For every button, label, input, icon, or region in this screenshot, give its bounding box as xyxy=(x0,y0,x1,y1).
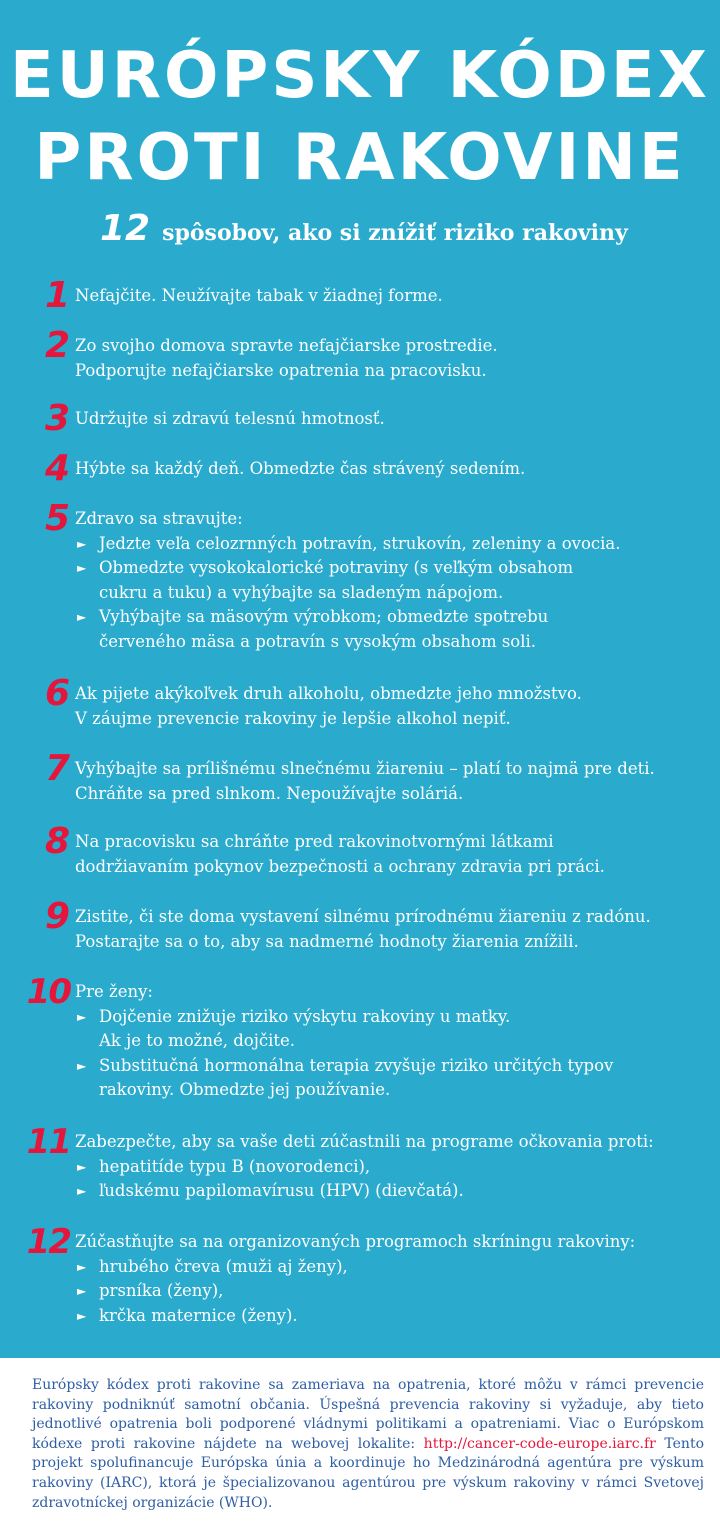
footer-text-1: Európsky kódex proti rakovine sa zameriava na opatrenia, ktoré môžu v rámci prevencie rakoviny podniknúť samotní občania. Úspešná prevencia rakoviny si vyžaduje, aby tieto jednotlivé opatrenia boli podporené vládnymi politikami a opatreniami. Viac o Európskom kódexe proti rakovine nájdete na webovej lokalite: xyxy=(32,1377,704,1452)
item-number: 3 xyxy=(44,398,70,439)
title-line-2: PROTI RAKOVINE xyxy=(34,121,686,195)
footer-note xyxy=(32,1376,704,1513)
subtitle-text: spôsobov, ako si znížiť riziko rakoviny xyxy=(162,220,628,246)
item-number: 7 xyxy=(44,748,70,789)
item-text-line: V záujme prevencie rakoviny je lepšie alkohol nepiť. xyxy=(75,708,511,728)
bullet-text-line: ľudskému papilomavírusu (HPV) (dievčatá). xyxy=(99,1181,464,1200)
subtitle xyxy=(100,208,700,249)
bullet-item xyxy=(75,605,715,654)
item-text-line: Podporujte nefajčiarske opatrenia na pracovisku. xyxy=(75,360,487,380)
item-text-line: dodržiavaním pokynov bezpečnosti a ochrany zdravia pri práci. xyxy=(75,856,605,876)
arrow-bullet-icon: ► xyxy=(77,1009,87,1024)
item-body xyxy=(75,830,715,879)
bullet-item xyxy=(75,1279,715,1304)
bullet-item xyxy=(75,1155,715,1180)
footer-text-2: Tento projekt spolufinancuje Európska únia a koordinuje ho Medzinárodná agentúra pre výskum rakoviny (IARC), ktorá je špecializovanou agentúrou pre výskum rakoviny v rámci Svetovej zdravotníckej organizácie (WHO). xyxy=(32,1435,705,1511)
item-text-line: Postarajte sa o to, aby sa nadmerné hodnoty žiarenia znížili. xyxy=(75,931,579,951)
item-text-line: Zabezpečte, aby sa vaše deti zúčastnili na programe očkovania proti: xyxy=(75,1132,654,1151)
item-body xyxy=(75,980,715,1103)
arrow-bullet-icon: ► xyxy=(77,1058,87,1073)
item-body xyxy=(75,507,715,654)
bullet-text-line: hepatitíde typu B (novorodenci), xyxy=(99,1156,371,1176)
item-number: 1 xyxy=(44,275,70,316)
bullet-text-line: hrubého čreva (muži aj ženy), xyxy=(99,1256,348,1276)
item-body xyxy=(75,284,715,309)
arrow-bullet-icon: ► xyxy=(77,1284,87,1298)
bullet-item xyxy=(75,1179,715,1204)
item-text-line: Zistite, či ste doma vystavení silnému prírodnému žiareniu z radónu. xyxy=(75,907,651,926)
item-text-line: Vyhýbajte sa prílišnému slnečnému žiareniu – platí to najmä pre deti. xyxy=(75,759,655,778)
item-body xyxy=(75,905,715,954)
item-text-line: Pre ženy: xyxy=(75,982,153,1001)
item-number: 6 xyxy=(44,673,70,714)
item-text-line: Chráňte sa pred slnkom. Nepoužívajte soláriá. xyxy=(75,783,464,803)
item-text-line: Zdravo sa stravujte: xyxy=(75,509,243,528)
bullet-text-line: červeného mäsa a potravín s vysokým obsahom soli. xyxy=(99,631,537,651)
item-body xyxy=(75,1230,715,1328)
item-number: 8 xyxy=(44,821,70,862)
arrow-bullet-icon: ► xyxy=(77,536,87,551)
bullet-item xyxy=(75,1054,715,1103)
subtitle-number: 12 xyxy=(100,208,151,249)
item-number: 11 xyxy=(26,1122,70,1162)
bullet-text-line: cukru a tuku) a vyhýbajte sa sladeným nápojom. xyxy=(99,582,504,602)
item-number: 2 xyxy=(44,325,70,366)
item-body xyxy=(75,407,715,432)
item-number: 10 xyxy=(26,972,70,1012)
item-text-line: Nefajčite. Neužívajte tabak v žiadnej forme. xyxy=(75,286,443,305)
arrow-bullet-icon: ► xyxy=(77,1308,87,1323)
item-body xyxy=(75,682,715,731)
item-text-line: Zúčastňujte sa na organizovaných programoch skríningu rakoviny: xyxy=(75,1232,636,1251)
item-text-line: Na pracovisku sa chráňte pred rakovinotvornými látkami xyxy=(75,832,554,851)
item-body xyxy=(75,757,715,806)
bullet-item xyxy=(75,1304,715,1329)
item-number: 12 xyxy=(26,1222,70,1262)
bullet-text-line: Dojčenie znižuje riziko výskytu rakoviny u matky. xyxy=(99,1006,511,1026)
item-text-line: Zo svojho domova spravte nefajčiarske prostredie. xyxy=(75,336,498,355)
bullet-text-line: Jedzte veľa celozrnných potravín, strukovín, zeleniny a ovocia. xyxy=(99,533,621,553)
item-body xyxy=(75,1130,715,1204)
arrow-bullet-icon: ► xyxy=(77,610,87,624)
bullet-text-line: rakoviny. Obmedzte jej používanie. xyxy=(99,1080,391,1099)
bullet-text-line: Substitučná hormonálna terapia zvyšuje riziko určitých typov xyxy=(99,1055,614,1075)
bullet-text-line: Obmedzte vysokokalorické potraviny (s veľkým obsahom xyxy=(99,558,574,577)
arrow-bullet-icon: ► xyxy=(77,1159,87,1174)
arrow-bullet-icon: ► xyxy=(77,561,87,575)
item-text-line: Hýbte sa každý deň. Obmedzte čas strávený sedením. xyxy=(75,459,526,478)
bullet-item xyxy=(75,532,715,557)
bullet-text-line: Ak je to možné, dojčite. xyxy=(99,1031,296,1050)
title-line-1: EURÓPSKY KÓDEX xyxy=(10,39,710,113)
item-number: 9 xyxy=(44,896,70,937)
bullet-item xyxy=(75,1005,715,1054)
item-number: 4 xyxy=(44,448,70,489)
bullet-text-line: krčka maternice (ženy). xyxy=(99,1305,298,1325)
arrow-bullet-icon: ► xyxy=(77,1184,87,1198)
bullet-item xyxy=(75,556,715,605)
item-text-line: Udržujte si zdravú telesnú hmotnosť. xyxy=(75,409,385,428)
item-body xyxy=(75,334,715,383)
bullet-text-line: Vyhýbajte sa mäsovým výrobkom; obmedzte spotrebu xyxy=(99,607,549,626)
item-text-line: Ak pijete akýkoľvek druh alkoholu, obmedzte jeho množstvo. xyxy=(75,684,582,703)
item-number: 5 xyxy=(44,498,70,539)
arrow-bullet-icon: ► xyxy=(77,1259,87,1274)
bullet-item xyxy=(75,1255,715,1280)
footer-link[interactable]: http://cancer-code-europe.iarc.fr xyxy=(423,1435,656,1452)
bullet-text-line: prsníka (ženy), xyxy=(99,1281,224,1300)
item-body xyxy=(75,457,715,482)
